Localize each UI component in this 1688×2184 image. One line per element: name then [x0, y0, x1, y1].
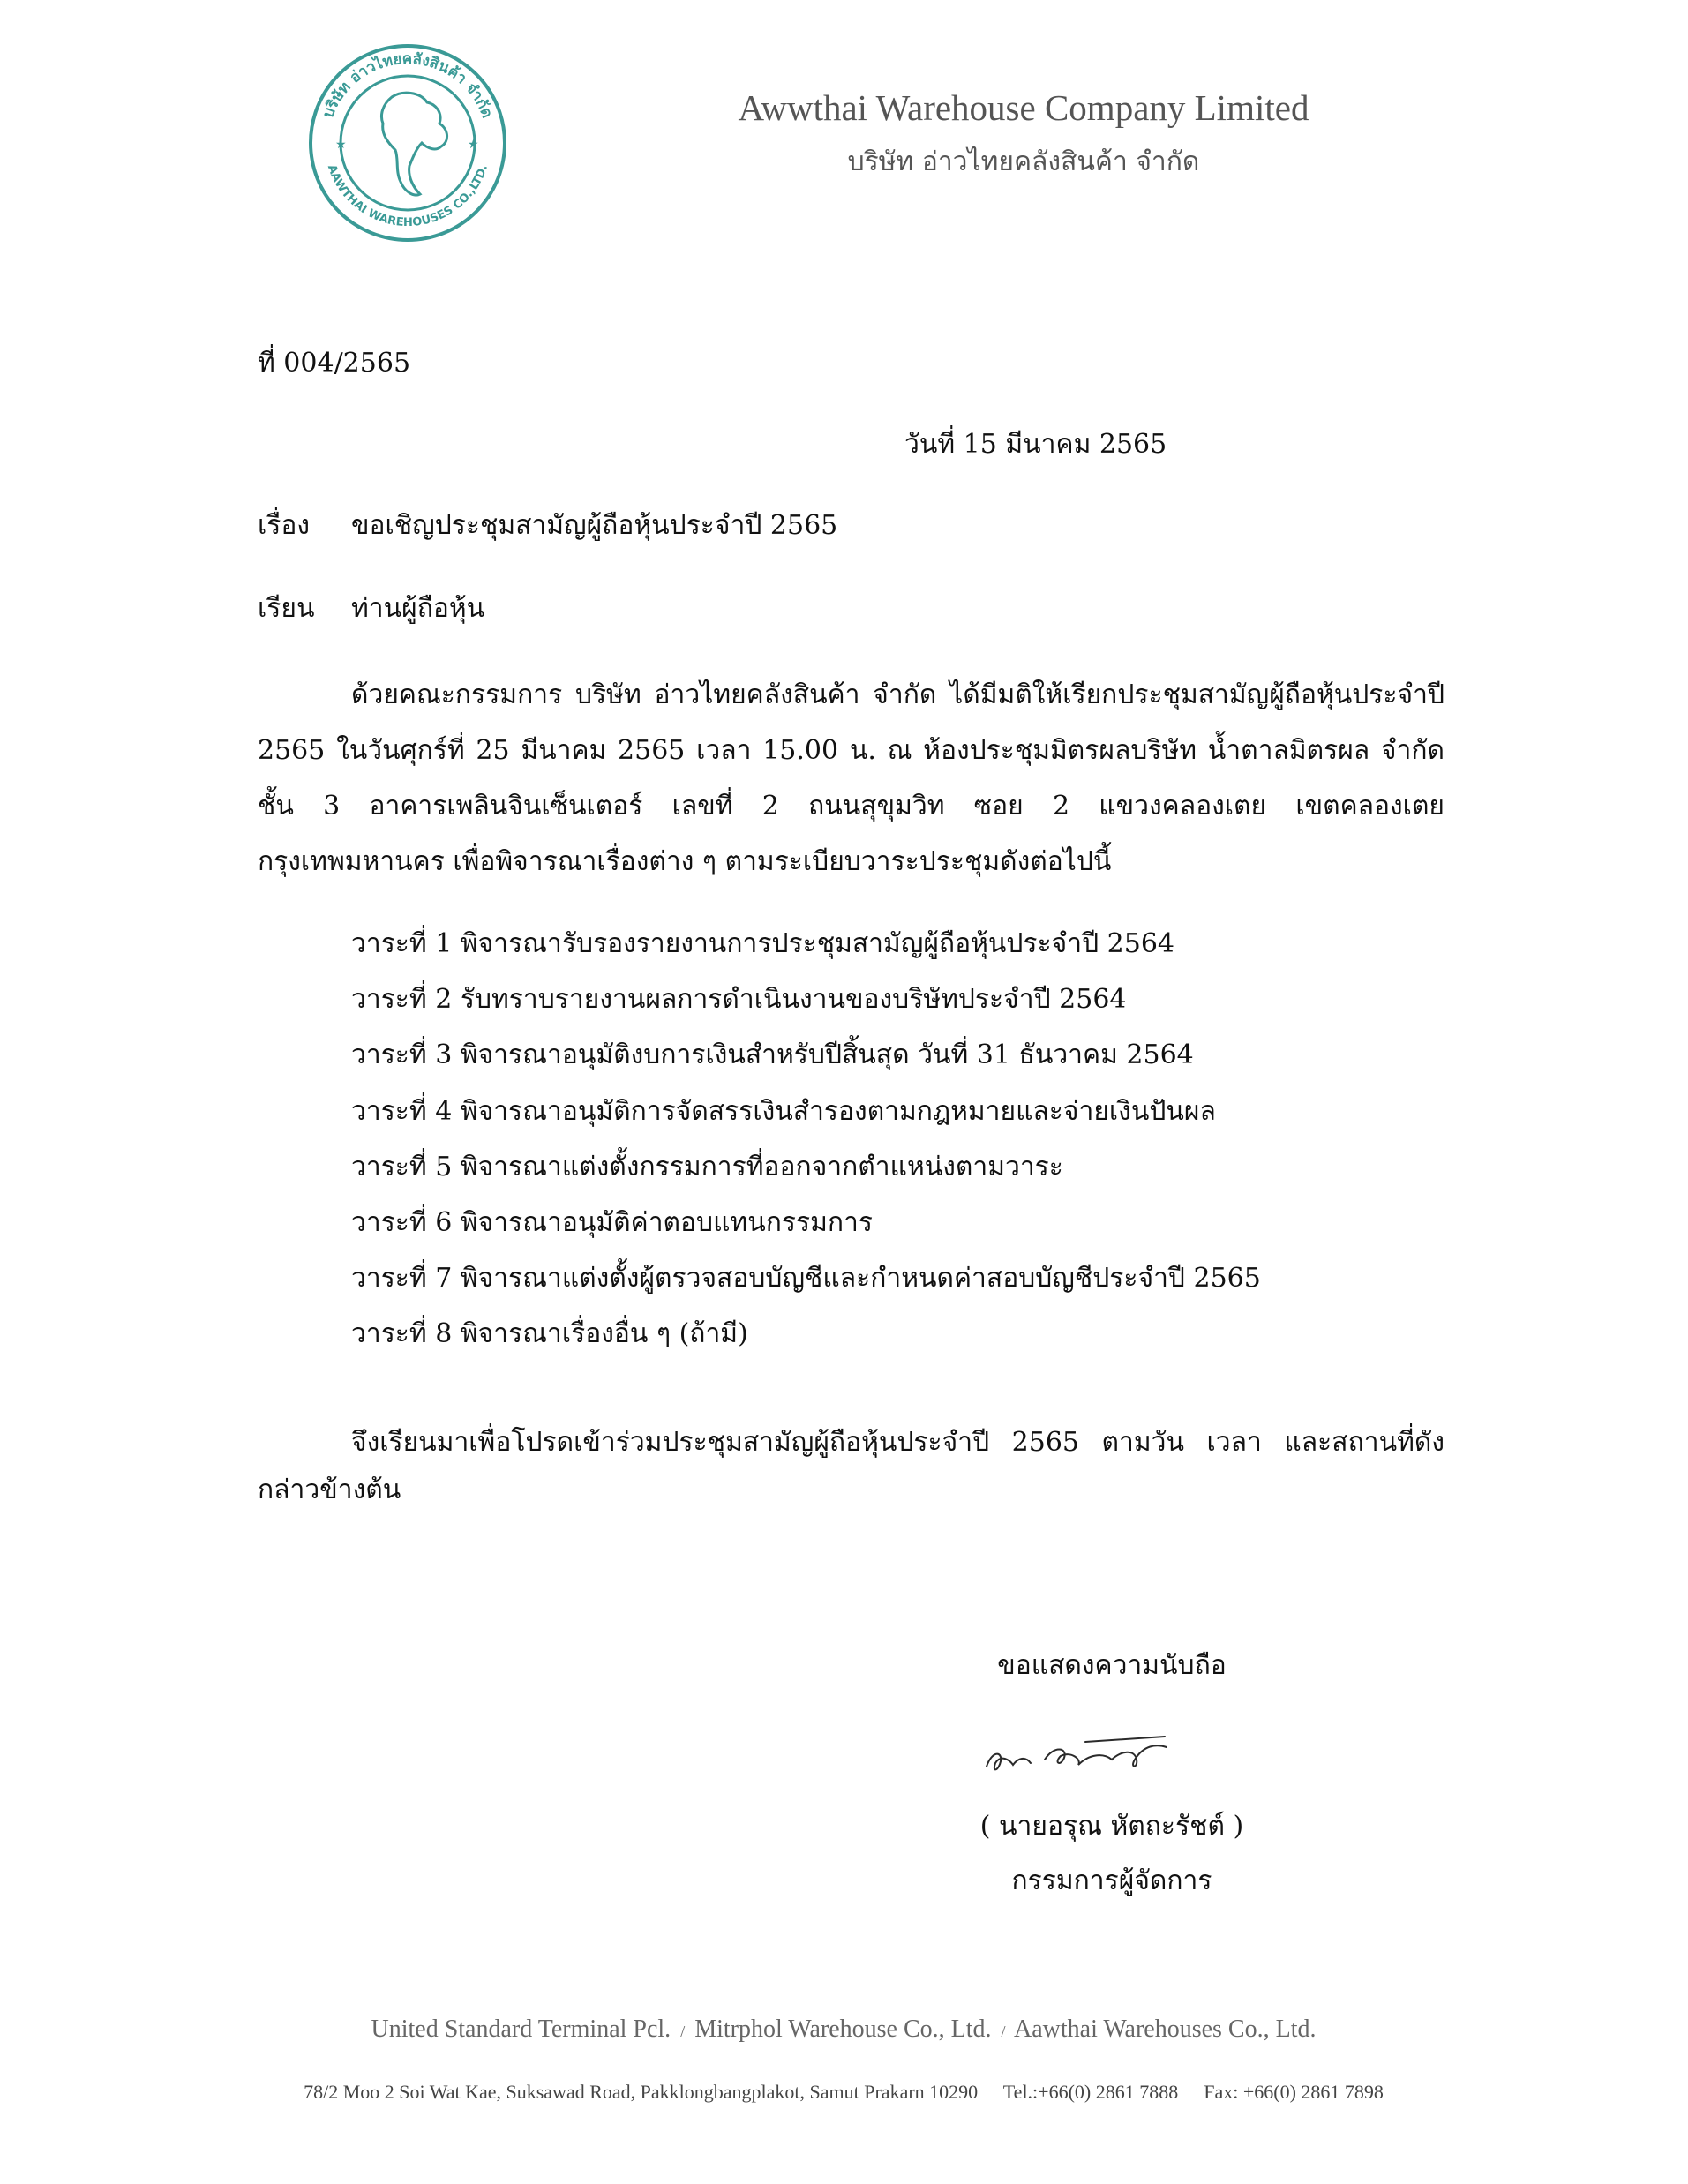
footer-contact — [138, 2081, 1549, 2104]
agenda-item: วาระที่ 7 พิจารณาแต่งตั้งผู้ตรวจสอบบัญชีและกำหนดค่าสอบบัญชีประจำปี 2565 — [351, 1263, 1261, 1295]
agenda-item: วาระที่ 6 พิจารณาอนุมัติค่าตอบแทนกรรมการ — [351, 1207, 873, 1239]
agenda-list — [351, 916, 1261, 1362]
agenda-item: วาระที่ 8 พิจารณาเรื่องอื่น ๆ (ถ้ามี) — [351, 1318, 748, 1350]
agenda-item: วาระที่ 2 รับทราบรายงานผลการดำเนินงานของบริษัทประจำปี 2564 — [351, 984, 1127, 1016]
company-seal-logo — [307, 42, 508, 244]
footer-company: Mitrphol Warehouse Co., Ltd. — [694, 2015, 992, 2043]
agenda-item: วาระที่ 5 พิจารณาแต่งตั้งกรรมการที่ออกจากตำแหน่งตามวาระ — [351, 1151, 1063, 1182]
document-number: ที่ 004/2565 — [258, 348, 411, 379]
footer-company: Aawthai Warehouses Co., Ltd. — [1014, 2015, 1317, 2043]
company-name-english: Awwthai Warehouse Company Limited — [738, 87, 1309, 128]
footer-separator: / — [680, 2023, 686, 2040]
footer-separator: / — [1001, 2023, 1006, 2040]
footer-telephone: Tel.:+66(0) 2861 7888 — [1002, 2081, 1179, 2103]
footer-fax: Fax: +66(0) 2861 7898 — [1204, 2081, 1384, 2103]
company-name-thai: บริษัท อ่าวไทยคลังสินค้า จำกัด — [847, 146, 1200, 177]
map-outline-icon — [381, 93, 446, 195]
subject-label: เรื่อง — [258, 510, 311, 541]
agenda-item: วาระที่ 4 พิจารณาอนุมัติการจัดสรรเงินสำรองตามกฎหมายและจ่ายเงินปันผล — [351, 1095, 1216, 1127]
signer-position: กรรมการผู้จัดการ — [1011, 1865, 1212, 1896]
svg-text:บริษัท อ่าวไทยคลังสินค้า จำกัด — [319, 50, 496, 121]
signer-name: ( นายอรุณ หัตถะรัชต์ ) — [979, 1811, 1244, 1842]
subject-text: ขอเชิญประชุมสามัญผู้ถือหุ้นประจำปี 2565 — [351, 510, 838, 541]
seal-english-text: AAWTHAI WAREHOUSES CO.,LTD. — [324, 162, 491, 230]
recipient-label: เรียน — [258, 593, 315, 624]
handwritten-signature — [979, 1724, 1182, 1786]
agenda-item: วาระที่ 3 พิจารณาอนุมัติงบการเงินสำหรับปีสิ้นสุด วันที่ 31 ธันวาคม 2564 — [351, 1039, 1194, 1071]
agenda-item: วาระที่ 1 พิจารณารับรองรายงานการประชุมสามัญผู้ถือหุ้นประจำปี 2564 — [351, 928, 1175, 959]
document-date: วันที่ 15 มีนาคม 2565 — [904, 429, 1167, 460]
footer-companies — [138, 2015, 1549, 2044]
svg-text:★: ★ — [468, 138, 479, 152]
recipient-text: ท่านผู้ถือหุ้น — [351, 593, 485, 624]
body-paragraph-closing: จึงเรียนมาเพื่อโปรดเข้าร่วมประชุมสามัญผู้ถือหุ้นประจำปี 2565 ตามวัน เวลา และสถานที่ดังกล่าวข้างต้น — [258, 1427, 1444, 1505]
svg-text:★: ★ — [335, 138, 347, 152]
footer-company: United Standard Terminal Pcl. — [371, 2015, 671, 2043]
seal-thai-text: บริษัท อ่าวไทยคลังสินค้า จำกัด — [319, 49, 496, 121]
closing-salutation: ขอแสดงความนับถือ — [997, 1650, 1227, 1681]
body-paragraph-intro: ด้วยคณะกรรมการ บริษัท อ่าวไทยคลังสินค้า จำกัด ได้มีมติให้เรียกประชุมสามัญผู้ถือหุ้นประจำปี 2565 ในวันศุกร์ที่ 25 มีนาคม 2565 เวลา 15.00 น. ณ ห้องประชุมมิตรผลบริษัท น้ำตาลมิตรผล จำกัด ชั้น 3 อาคารเพลินจินเซ็นเตอร์ เลขที่ 2 ถนนสุขุมวิท ซอย 2 แขวงคลองเตย เขตคลองเตย กรุงเทพมหานคร เพื่อพิจารณาเรื่องต่าง ๆ ตามระเบียบวาระประชุมดังต่อไปนี้ — [258, 679, 1444, 877]
footer-address: 78/2 Moo 2 Soi Wat Kae, Suksawad Road, Pakklongbangplakot, Samut Prakarn 10290 — [304, 2081, 979, 2103]
